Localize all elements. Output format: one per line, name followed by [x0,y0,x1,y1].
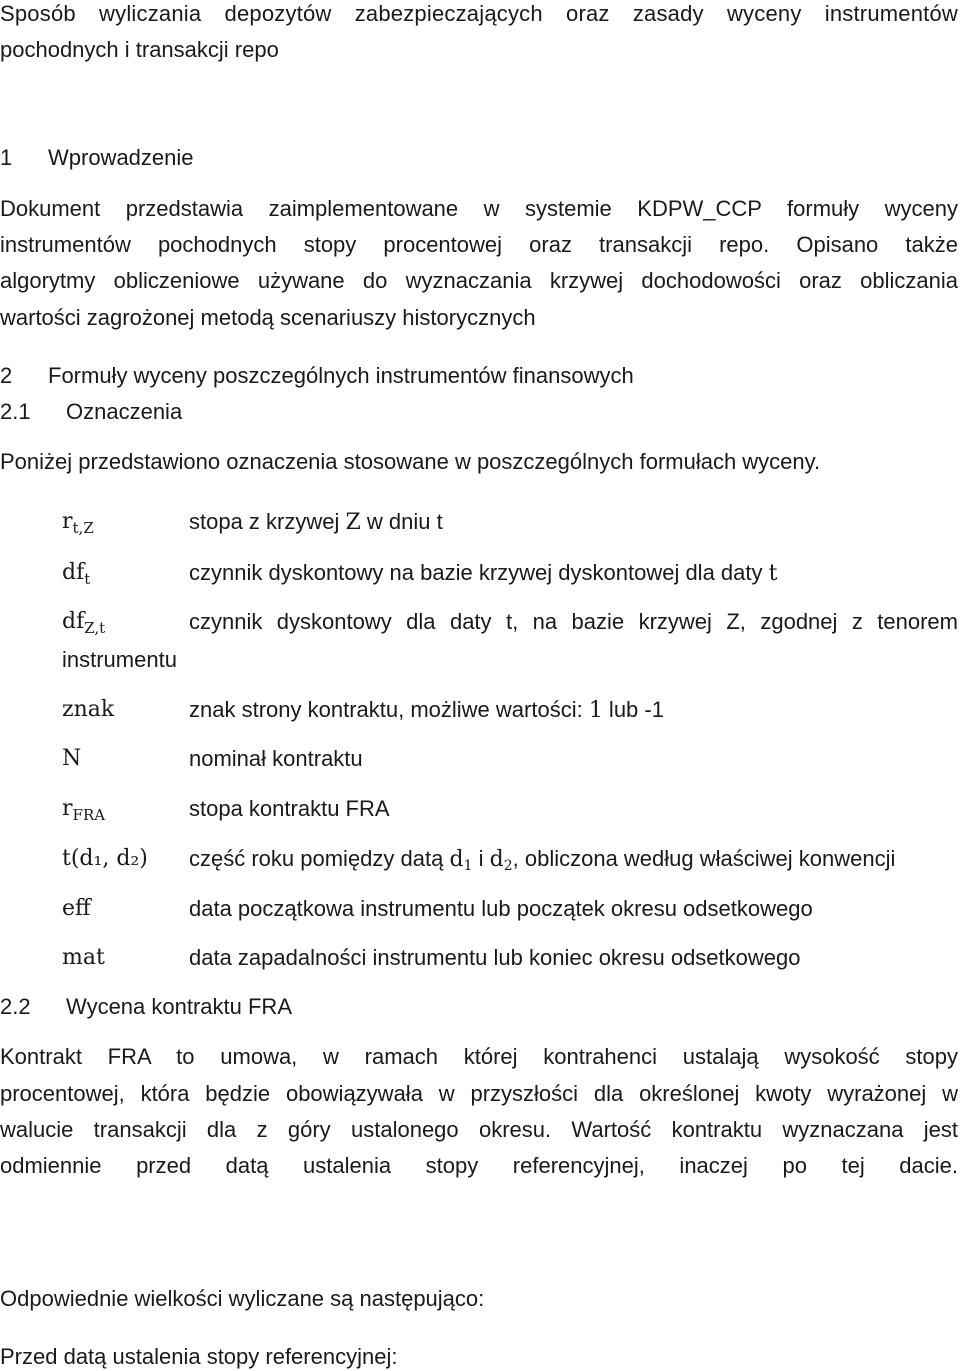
notation-symbol: $df_{Z,t}$ [62,609,106,637]
document-title-line-2: pochodnych i transakcji repo [0,37,279,62]
notation-symbol: $r_{t,Z}$ [62,509,94,537]
before-fixing-heading: Przed datą ustalenia stopy referencyjnej: [0,1344,398,1369]
document-title-line-1: Sposób wyliczania depozytów zabezpieczających oraz zasady wyceny instrumentów [0,1,958,26]
section-number: 2.2 [0,994,31,1019]
section-title: Wycena kontraktu FRA [66,994,292,1019]
section-2-1-heading [0,398,182,426]
intro-line-1: Dokument przedstawia zaimplementowane w systemie KDPW_CCP formuły wyceny [0,196,958,221]
notation-symbol: mat [62,945,105,970]
notation-definition: nominał kontraktu [189,746,363,771]
intro-line-4: wartości zagrożonej metodą scenariuszy historycznych [0,305,536,330]
notation-symbol: eff [62,896,91,921]
notation-definition-continuation: instrumentu [62,647,177,672]
calculation-intro: Odpowiednie wielkości wyliczane są następująco: [0,1286,485,1311]
section-title: Formuły wyceny poszczególnych instrumentów finansowych [48,363,634,388]
notation-definition: data zapadalności instrumentu lub koniec okresu odsetkowego [189,945,801,970]
notation-definition: data początkowa instrumentu lub początek okresu odsetkowego [189,896,813,921]
intro-line-2: instrumentów pochodnych stopy procentowej oraz transakcji repo. Opisano także [0,232,958,257]
notation-definition: znak strony kontraktu, możliwe wartości: 1 lub -1 [189,697,664,723]
fra-paragraph-line-2: procentowej, która będzie obowiązywała w przyszłości dla określonej kwoty wyrażonej w [0,1081,958,1106]
section-2-heading [0,362,634,390]
notation-symbol: t(d₁, d₂) [62,846,148,871]
notation-definition: stopa kontraktu FRA [189,796,390,821]
section-1-heading [0,144,194,172]
notation-symbol: $r_{FRA}$ [62,796,106,824]
section-2-2-heading [0,993,292,1021]
section-number: 1 [0,145,13,170]
notation-definition: czynnik dyskontowy na bazie krzywej dyskontowej dla daty t [189,560,778,586]
notation-intro: Poniżej przedstawiono oznaczenia stosowane w poszczególnych formułach wyceny. [0,449,821,474]
notation-symbol: $df_t$ [62,560,91,588]
section-title: Wprowadzenie [48,145,194,170]
notation-definition: czynnik dyskontowy dla daty t, na bazie krzywej Z, zgodnej z tenorem [189,609,958,634]
notation-definition: stopa z krzywej Z w dniu t [189,509,443,535]
fra-paragraph-line-1: Kontrakt FRA to umowa, w ramach której kontrahenci ustalają wysokość stopy [0,1044,958,1069]
section-number: 2 [0,363,13,388]
notation-definition: część roku pomiędzy datą $d_1$ i $d_2$, obliczona według właściwej konwencji [189,846,896,874]
intro-line-3: algorytmy obliczeniowe używane do wyznaczania krzywej dochodowości oraz obliczania [0,268,958,293]
section-title: Oznaczenia [66,399,183,424]
notation-symbol: N [62,746,82,771]
fra-paragraph-line-4: odmiennie przed datą ustalenia stopy referencyjnej, inaczej po tej dacie. [0,1153,958,1178]
notation-symbol: znak [62,697,115,722]
section-number: 2.1 [0,399,31,424]
fra-paragraph-line-3: walucie transakcji dla z góry ustalonego okresu. Wartość kontraktu wyznaczana jest [0,1117,958,1142]
